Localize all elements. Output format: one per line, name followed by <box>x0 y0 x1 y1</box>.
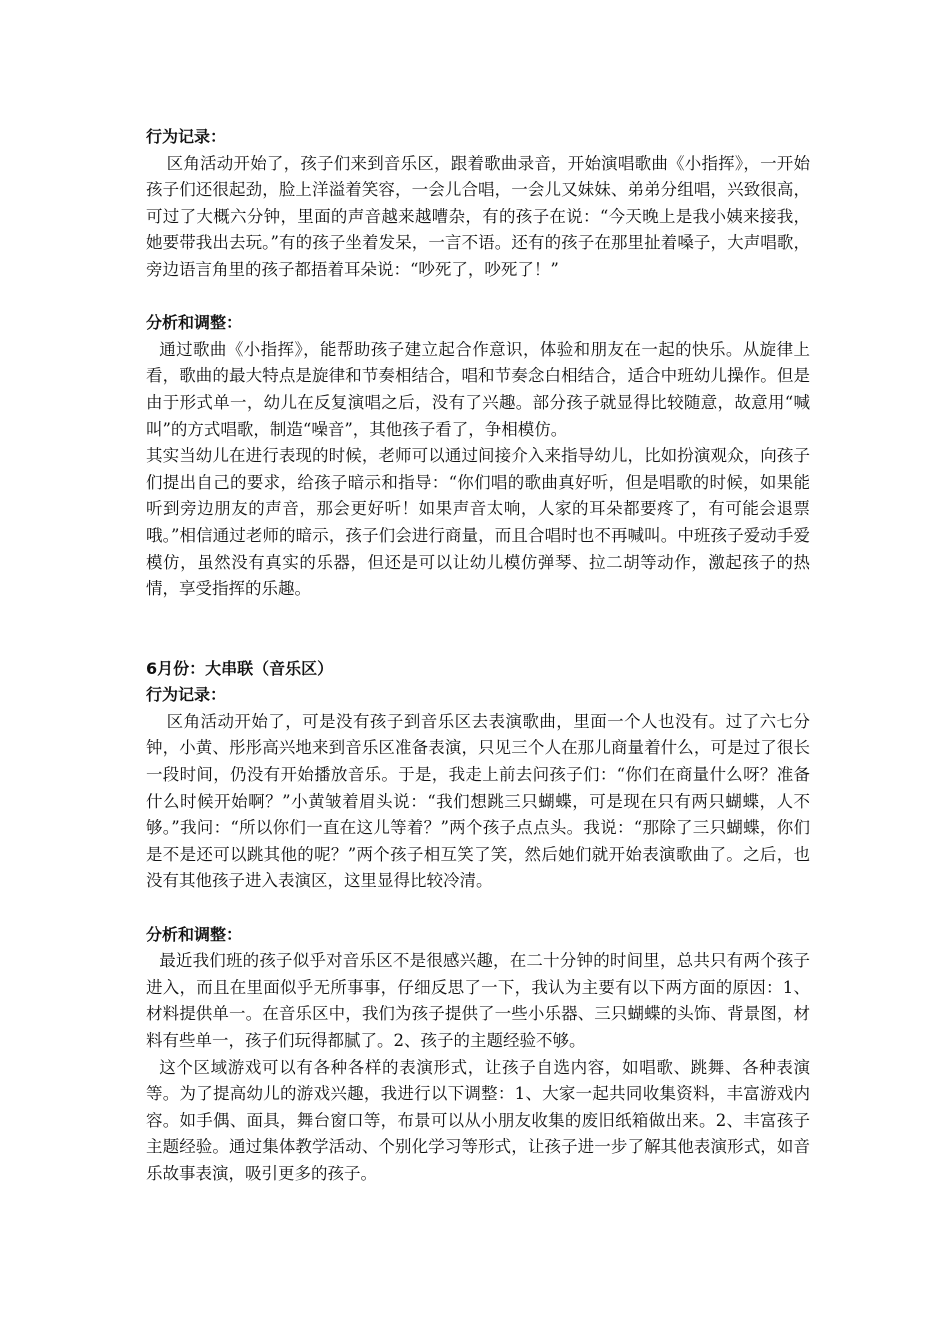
document-page <box>146 124 810 1188</box>
month-heading: 6月份：大串联（音乐区） <box>146 658 334 678</box>
analysis-paragraph: 最近我们班的孩子似乎对音乐区不是很感兴趣，在二十分钟的时间里，总共只有两个孩子进入，而且在里面似乎无所事事，仔细反思了一下，我认为主要有以下两方面的原因：1、材料提供单一。在音乐区中，我们为孩子提供了一些小乐器、三只蝴蝶的头饰、背景图，材料有些单一，孩子们玩得都腻了。2、孩子的主题经验不够。 <box>146 951 810 1050</box>
analysis-paragraph: 通过歌曲《小指挥》，能帮助孩子建立起合作意识，体验和朋友在一起的快乐。从旋律上看，歌曲的最大特点是旋律和节奏相结合，唱和节奏念白相结合，适合中班幼儿操作。但是由于形式单一，幼儿在反复演唱之后，没有了兴趣。部分孩子就显得比较随意，故意用“喊叫”的方式唱歌，制造“噪音”，其他孩子看了，争相模仿。 <box>146 339 810 439</box>
spacer <box>146 895 810 922</box>
spacer <box>146 603 810 656</box>
analysis-paragraph: 这个区域游戏可以有各种各样的表演形式，让孩子自选内容，如唱歌、跳舞、各种表演等。为了提高幼儿的游戏兴趣，我进行以下调整：1、大家一起共同收集资料，丰富游戏内容。如手偶、面具，舞台窗口等，布景可以从小朋友收集的废旧纸箱做出来。2、丰富孩子主题经验。通过集体教学活动、个别化学习等形式，让孩子进一步了解其他表演形式，如音乐故事表演，吸引更多的孩子。 <box>146 1057 810 1183</box>
behavior-record-paragraph: 区角活动开始了，可是没有孩子到音乐区去表演歌曲，里面一个人也没有。过了六七分钟，小黄、彤彤高兴地来到音乐区准备表演，只见三个人在那儿商量着什么，可是过了很长一段时间，仍没有开始播放音乐。于是，我走上前去问孩子们：“你们在商量什么呀？准备什么时候开始啊？”小黄皱着眉头说：“我们想跳三只蝴蝶，可是现在只有两只蝴蝶，人不够。”我问：“所以你们一直在这儿等着？”两个孩子点点头。我说：“那除了三只蝴蝶，你们是不是还可以跳其他的呢？”两个孩子相互笑了笑，然后她们就开始表演歌曲了。之后，也没有其他孩子进入表演区，这里显得比较冷清。 <box>146 711 810 891</box>
behavior-record-heading: 行为记录： <box>146 127 227 146</box>
spacer <box>146 284 810 311</box>
analysis-heading: 分析和调整： <box>146 924 243 944</box>
behavior-record-heading: 行为记录： <box>146 685 227 705</box>
behavior-record-paragraph: 区角活动开始了，孩子们来到音乐区，跟着歌曲录音，开始演唱歌曲《小指挥》，一开始孩子们还很起劲，脸上洋溢着笑容，一会儿合唱，一会儿又妹妹、弟弟分组唱，兴致很高，可过了大概六分钟，里面的声音越来越嘈杂，有的孩子在说：“今天晚上是我小姨来接我，她要带我出去玩。”有的孩子坐着发呆，一言不语。还有的孩子在那里扯着嗓子，大声唱歌，旁边语言角里的孩子都捂着耳朵说：“吵死了，吵死了！” <box>146 153 810 279</box>
analysis-heading: 分析和调整： <box>146 313 243 333</box>
analysis-paragraph: 其实当幼儿在进行表现的时候，老师可以通过间接介入来指导幼儿，比如扮演观众，向孩子们提出自己的要求，给孩子暗示和指导：“你们唱的歌曲真好听，但是唱歌的时候，如果能听到旁边朋友的声音，那会更好听！如果声音太响，人家的耳朵都要疼了，有可能会退票哦。”相信通过老师的暗示，孩子们会进行商量，而且合唱时也不再喊叫。中班孩子爱动手爱模仿，虽然没有真实的乐器，但还是可以让幼儿模仿弹琴、拉二胡等动作，激起孩子的热情，享受指挥的乐趣。 <box>146 446 810 599</box>
